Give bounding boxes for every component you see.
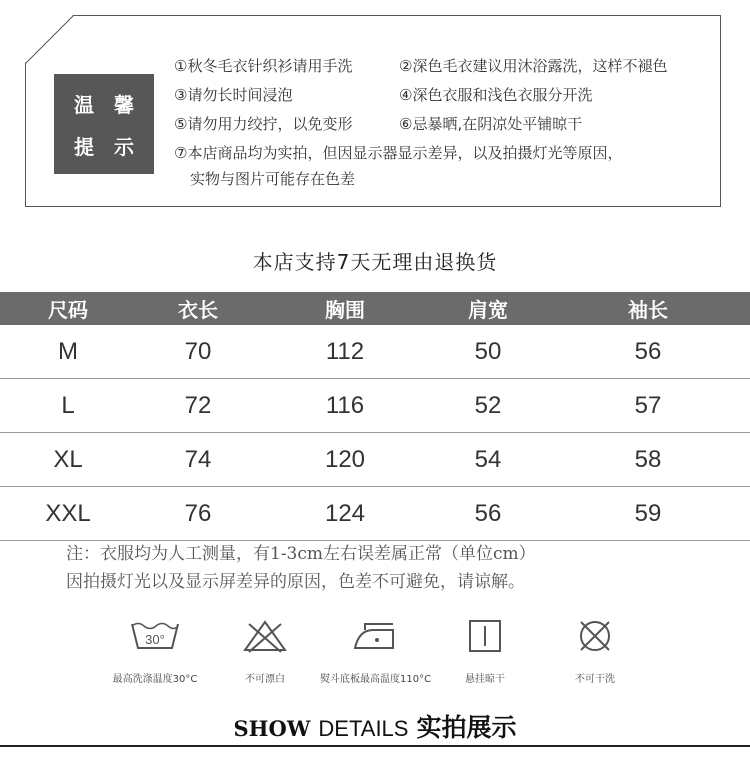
care-item-bleach <box>210 618 320 685</box>
cell-size: L <box>61 391 75 419</box>
show-title-en1: SHOW <box>233 716 311 741</box>
table-row <box>0 487 750 541</box>
care-item-iron <box>320 618 430 685</box>
header-sleeve: 袖长 <box>628 298 668 322</box>
cell-chest: 124 <box>324 499 366 527</box>
cell-shoulder: 50 <box>474 337 502 365</box>
cell-length: 70 <box>184 337 212 365</box>
wash-temp-value: 30° <box>145 632 165 647</box>
care-symbols <box>100 618 620 698</box>
badge-char: 温 <box>74 92 94 117</box>
wash-30-icon <box>127 618 183 654</box>
iron-110-icon <box>347 618 403 654</box>
cell-size: M <box>58 337 78 365</box>
care-instruction-row <box>174 110 722 139</box>
no-dry-clean-icon <box>567 618 623 654</box>
table-row <box>0 325 750 379</box>
care-instruction: ④深色衣服和浅色衣服分开洗 <box>399 86 593 104</box>
note-line: 注：衣服均为人工测量，有1-3cm左右误差属正常（单位cm） <box>66 544 536 564</box>
care-instruction: ③请勿长时间浸泡 <box>174 86 293 104</box>
care-instruction-row <box>174 139 722 168</box>
care-instructions <box>174 52 722 190</box>
cell-sleeve: 58 <box>634 445 662 473</box>
show-title-en2: DETAILS <box>318 716 409 741</box>
cell-chest: 120 <box>324 445 366 473</box>
badge-char: 提 <box>74 134 94 159</box>
care-instruction-row <box>174 81 722 110</box>
header-size: 尺码 <box>48 298 88 322</box>
no-bleach-icon <box>237 618 293 654</box>
measurement-note <box>66 540 746 596</box>
badge-char: 示 <box>114 134 134 159</box>
cell-length: 76 <box>184 499 212 527</box>
size-chart-table <box>0 292 750 541</box>
care-item-dryclean <box>540 618 650 685</box>
badge-char: 馨 <box>114 92 134 117</box>
care-label: 不可干洗 <box>575 674 615 685</box>
table-row <box>0 379 750 433</box>
care-label: 最高洗涤温度30°C <box>112 674 198 685</box>
cell-shoulder: 54 <box>474 445 502 473</box>
show-details-title <box>0 708 750 744</box>
cell-size: XL <box>53 445 83 473</box>
care-label: 熨斗底板最高温度110°C <box>320 674 432 685</box>
care-instruction: ⑤请勿用力绞拧，以免变形 <box>174 115 353 133</box>
size-table-header <box>0 292 750 325</box>
care-instruction: ⑥忌暴晒,在阴凉处平铺晾干 <box>399 115 583 133</box>
care-item-wash <box>100 618 210 685</box>
table-row <box>0 433 750 487</box>
header-shoulder: 肩宽 <box>468 298 508 322</box>
hang-dry-icon <box>457 618 513 654</box>
care-notice-box <box>25 15 721 207</box>
folded-corner-line <box>25 15 75 65</box>
care-label: 不可漂白 <box>245 674 285 685</box>
cell-length: 72 <box>184 391 212 419</box>
care-label: 悬挂晾干 <box>465 674 505 685</box>
cell-chest: 112 <box>325 337 365 365</box>
care-instruction: ①秋冬毛衣针织衫请用手洗 <box>174 57 353 75</box>
care-item-hang <box>430 618 540 685</box>
cell-sleeve: 59 <box>634 499 662 527</box>
care-instruction-row <box>174 168 722 190</box>
show-title-cn: 实拍展示 <box>416 713 517 742</box>
note-line: 因拍摄灯光以及显示屏差异的原因，色差不可避免，请谅解。 <box>66 572 525 592</box>
warm-tips-badge <box>54 74 154 174</box>
cell-size: XXL <box>45 499 91 527</box>
cell-shoulder: 56 <box>474 499 502 527</box>
cell-sleeve: 56 <box>634 337 662 365</box>
header-chest: 胸围 <box>325 298 365 322</box>
return-policy-text: 本店支持7天无理由退换货 <box>252 250 498 274</box>
header-length: 衣长 <box>178 298 218 322</box>
care-instruction-row <box>174 52 722 81</box>
cell-sleeve: 57 <box>634 391 662 419</box>
cell-shoulder: 52 <box>474 391 502 419</box>
care-instruction: 实物与图片可能存在色差 <box>190 170 356 188</box>
cell-length: 74 <box>184 445 212 473</box>
care-instruction: ⑦本店商品均为实拍，但因显示器显示差异，以及拍摄灯光等原因， <box>174 144 623 162</box>
care-instruction: ②深色毛衣建议用沐浴露洗，这样不褪色 <box>399 57 668 75</box>
cell-chest: 116 <box>325 391 365 419</box>
divider <box>0 745 750 747</box>
